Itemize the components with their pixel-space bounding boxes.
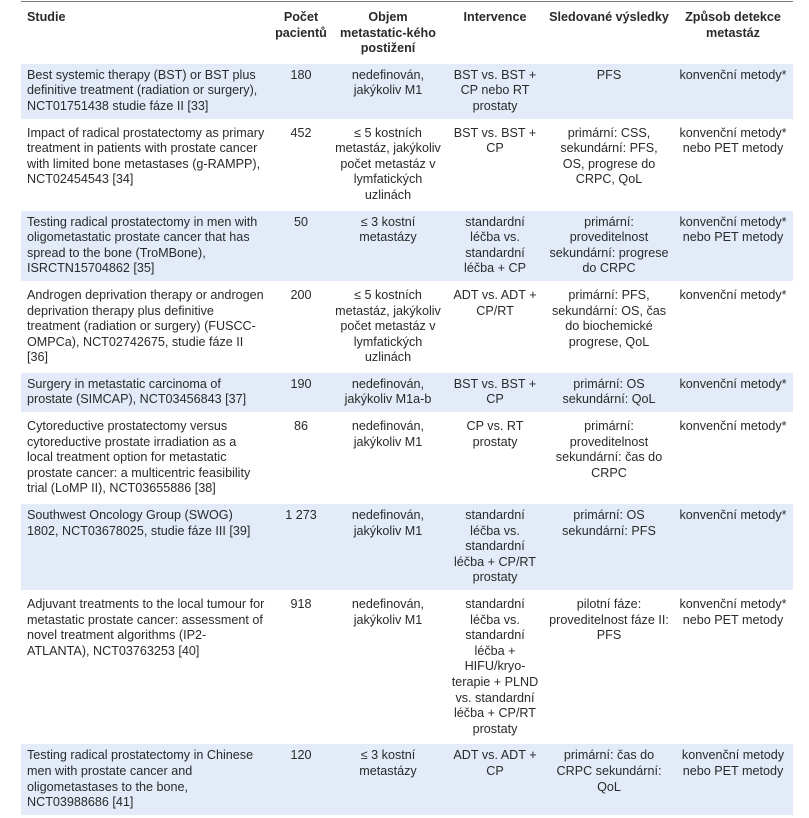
cell-detection: konvenční metody*	[673, 504, 793, 593]
cell-intervention: standardní léčba vs. standardní léčba + CP/RT prostaty	[445, 504, 545, 593]
cell-volume: ≤ 5 kostních metastáz, jakýkoliv počet metastáz v lymfatických uzlinách	[331, 284, 445, 373]
cell-patients: 200	[271, 284, 331, 373]
cell-study: Best systemic therapy (BST) or BST plus definitive treatment (radiation or surgery), NCT01751438 studie fáze II [33]	[21, 64, 271, 122]
cell-outcomes: primární: PFS, sekundární: OS, čas do biochemické progrese, QoL	[545, 284, 673, 373]
header-row	[21, 6, 793, 64]
cell-detection: konvenční metody* nebo PET metody	[673, 211, 793, 284]
cell-patients: 180	[271, 64, 331, 122]
table-row	[21, 504, 793, 593]
header-detection: Způsob detekce metastáz	[673, 6, 793, 64]
cell-intervention: BST vs. BST + CP	[445, 122, 545, 211]
cell-detection: konvenční metody*	[673, 373, 793, 415]
cell-outcomes: primární: proveditelnost sekundární: čas do CRPC	[545, 415, 673, 504]
cell-intervention: BST vs. BST + CP nebo RT prostaty	[445, 64, 545, 122]
cell-detection: konvenční metody*	[673, 415, 793, 504]
cell-volume: ≤ 5 kostních metastáz, jakýkoliv počet metastáz v lymfatických uzlinách	[331, 122, 445, 211]
cell-patients: 452	[271, 122, 331, 211]
cell-outcomes: primární: CSS, sekundární: PFS, OS, progrese do CRPC, QoL	[545, 122, 673, 211]
cell-volume: nedefinován, jakýkoliv M1	[331, 504, 445, 593]
cell-study: Testing radical prostatectomy in men with oligometastatic prostate cancer that has spread to the bone (TroMBone), ISRCTN15704862 [35]	[21, 211, 271, 284]
cell-detection: konvenční metody nebo PET metody	[673, 744, 793, 817]
cell-intervention: BST vs. BST + CP	[445, 373, 545, 415]
table-row	[21, 744, 793, 817]
cell-study: Cytoreductive prostatectomy versus cytoreductive prostate irradiation as a local treatment option for metastatic prostate cancer: a multicentric feasibility trial (LoMP II), NCT03655886 [38]	[21, 415, 271, 504]
cell-volume: nedefinován, jakýkoliv M1	[331, 593, 445, 744]
cell-intervention: ADT vs. ADT + CP	[445, 744, 545, 817]
table-row	[21, 122, 793, 211]
cell-outcomes: primární: proveditelnost sekundární: progrese do CRPC	[545, 211, 673, 284]
cell-study: Testing radical prostatectomy in Chinese men with prostate cancer and oligometastases to the bone, NCT03988686 [41]	[21, 744, 271, 817]
cell-volume: nedefinován, jakýkoliv M1	[331, 415, 445, 504]
cell-intervention: standardní léčba vs. standardní léčba + CP	[445, 211, 545, 284]
header-study: Studie	[21, 6, 271, 64]
cell-outcomes: primární: čas do CRPC sekundární: QoL	[545, 744, 673, 817]
table-row	[21, 284, 793, 373]
cell-volume: ≤ 3 kostní metastázy	[331, 744, 445, 817]
studies-table	[21, 6, 793, 818]
top-rule	[21, 1, 793, 2]
cell-outcomes: PFS	[545, 64, 673, 122]
cell-intervention: ADT vs. ADT + CP/RT	[445, 284, 545, 373]
cell-patients: 190	[271, 373, 331, 415]
cell-outcomes: primární: OS sekundární: PFS	[545, 504, 673, 593]
header-outcomes: Sledované výsledky	[545, 6, 673, 64]
table-row	[21, 211, 793, 284]
header-volume: Objem metastatic-kého postižení	[331, 6, 445, 64]
cell-patients: 918	[271, 593, 331, 744]
table-row	[21, 593, 793, 744]
header-patients: Počet pacientů	[271, 6, 331, 64]
cell-volume: nedefinován, jakýkoliv M1	[331, 64, 445, 122]
cell-patients: 120	[271, 744, 331, 817]
cell-intervention: CP vs. RT prostaty	[445, 415, 545, 504]
cell-outcomes: primární: OS sekundární: QoL	[545, 373, 673, 415]
cell-volume: nedefinován, jakýkoliv M1a-b	[331, 373, 445, 415]
cell-outcomes: pilotní fáze: proveditelnost fáze II: PFS	[545, 593, 673, 744]
cell-patients: 1 273	[271, 504, 331, 593]
cell-study: Impact of radical prostatectomy as primary treatment in patients with prostate cancer with limited bone metastases (g-RAMPP), NCT02454543 [34]	[21, 122, 271, 211]
cell-volume: ≤ 3 kostní metastázy	[331, 211, 445, 284]
cell-detection: konvenční metody*	[673, 284, 793, 373]
table-row	[21, 64, 793, 122]
cell-detection: konvenční metody* nebo PET metody	[673, 122, 793, 211]
cell-intervention: standardní léčba vs. standardní léčba + HIFU/kryo-terapie + PLND vs. standardní léčba + CP/RT prostaty	[445, 593, 545, 744]
table-row	[21, 373, 793, 415]
header-intervention: Intervence	[445, 6, 545, 64]
cell-detection: konvenční metody* nebo PET metody	[673, 593, 793, 744]
cell-patients: 86	[271, 415, 331, 504]
cell-study: Adjuvant treatments to the local tumour for metastatic prostate cancer: assessment of novel treatment algorithms (IP2-ATLANTA), NCT03763253 [40]	[21, 593, 271, 744]
cell-patients: 50	[271, 211, 331, 284]
cell-study: Surgery in metastatic carcinoma of prostate (SIMCAP), NCT03456843 [37]	[21, 373, 271, 415]
cell-study: Androgen deprivation therapy or androgen deprivation therapy plus definitive treatment (radiation or surgery) (FUSCC-OMPCa), NCT02742675, studie fáze II [36]	[21, 284, 271, 373]
cell-study: Southwest Oncology Group (SWOG) 1802, NCT03678025, studie fáze III [39]	[21, 504, 271, 593]
cell-detection: konvenční metody*	[673, 64, 793, 122]
table-row	[21, 415, 793, 504]
